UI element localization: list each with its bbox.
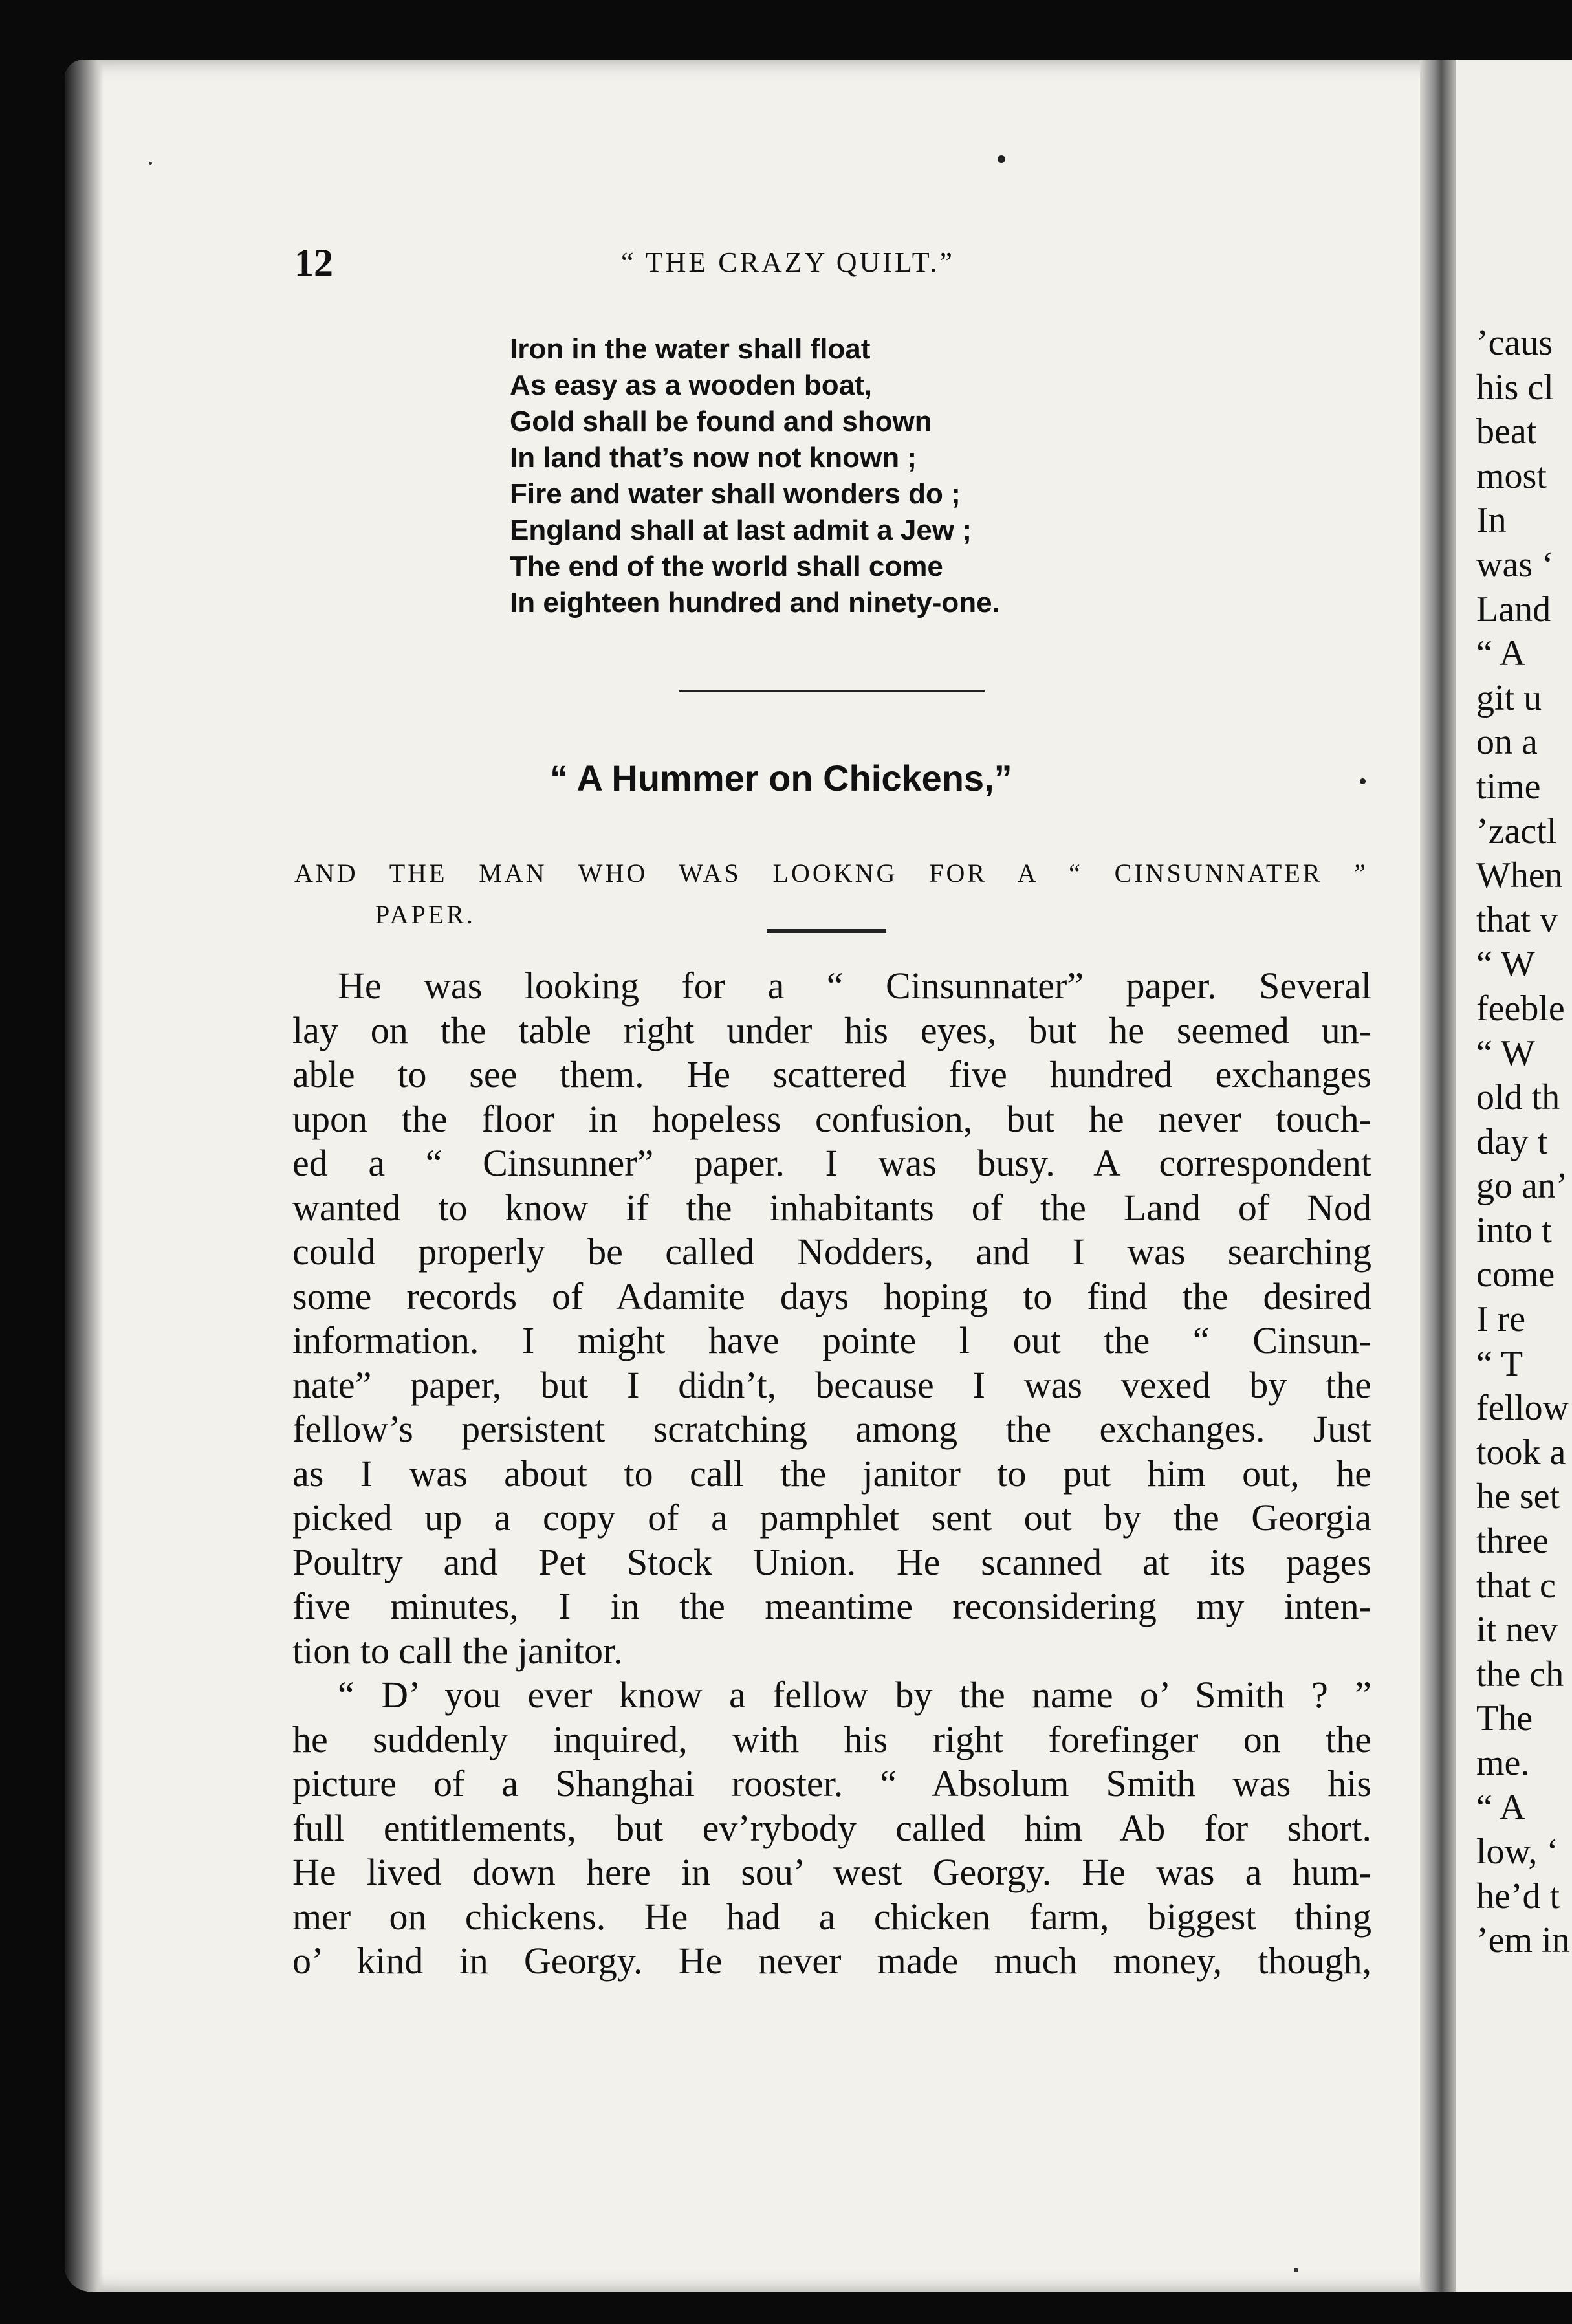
right-page-line: into t [1476, 1210, 1552, 1251]
book-gutter [1420, 60, 1456, 2292]
right-page-line: git u [1476, 677, 1542, 718]
section-divider [679, 690, 985, 692]
right-page-line: “ A [1476, 633, 1526, 674]
right-page-line: feeble [1476, 988, 1565, 1029]
body-line: Poultry and Pet Stock Union. He scanned at its pages [292, 1540, 1371, 1583]
poem-line: England shall at last admit a Jew ; [510, 514, 972, 546]
running-head: “ THE CRAZY QUILT.” [621, 247, 955, 278]
right-page-line: “ A [1476, 1787, 1526, 1828]
right-page-line: come [1476, 1255, 1555, 1295]
body-line: nate” paper, but I didn’t, because I was vexed by the [292, 1363, 1371, 1406]
body-line: lay on the table right under his eyes, but he seemed un- [292, 1009, 1371, 1051]
subtitle-line: AND THE MAN WHO WAS LOOKNG FOR A “ CINSUNNATER ” [294, 859, 1368, 888]
subtitle-line: PAPER. [375, 900, 475, 929]
right-page-line: Land [1476, 589, 1551, 630]
right-page-line: most [1476, 455, 1547, 496]
page-edge-shadow [65, 60, 104, 2292]
right-page-line: the ch [1476, 1654, 1564, 1694]
body-line: could properly be called Nodders, and I was searching [292, 1231, 1371, 1273]
right-page-line: beat [1476, 411, 1537, 452]
right-page-line: “ W [1476, 944, 1535, 985]
body-line: as I was about to call the janitor to put him out, he [292, 1452, 1371, 1495]
body-line: mer on chickens. He had a chicken farm, biggest thing [292, 1895, 1371, 1938]
right-page-line: In [1476, 500, 1507, 541]
right-page-line: old th [1476, 1077, 1560, 1118]
body-line: picture of a Shanghai rooster. “ Absolum Smith was his [292, 1762, 1371, 1804]
poem-line: The end of the world shall come [510, 551, 943, 582]
body-line: he suddenly inquired, with his right forefinger on the [292, 1718, 1371, 1760]
poem-line: Fire and water shall wonders do ; [510, 478, 961, 510]
right-page-line: ’caus [1476, 323, 1553, 363]
ink-speck [149, 162, 152, 165]
poem-line: Iron in the water shall float [510, 333, 871, 365]
body-line: tion to call the janitor. [292, 1629, 623, 1672]
ink-speck [1360, 778, 1366, 784]
right-page-line: The [1476, 1698, 1533, 1739]
body-line: He lived down here in sou’ west Georgy. He was a hum- [292, 1851, 1371, 1893]
body-line: He was looking for a “ Cinsunnater” paper. Several [338, 965, 1371, 1007]
poem-line: In eighteen hundred and ninety-one. [510, 587, 1000, 619]
page-number: 12 [294, 241, 333, 284]
body-line: o’ kind in Georgy. He never made much money, though, [292, 1940, 1371, 1982]
poem [510, 331, 1000, 621]
right-page-line: took a [1476, 1432, 1566, 1473]
right-page-line: time [1476, 766, 1541, 807]
body-line: “ D’ you ever know a fellow by the name o’ Smith ? ” [338, 1674, 1371, 1716]
body-line: ed a “ Cinsunner” paper. I was busy. A correspondent [292, 1142, 1371, 1184]
right-page-line: go an’ [1476, 1166, 1568, 1207]
poem-line: As easy as a wooden boat, [510, 369, 872, 401]
body-line: wanted to know if the inhabitants of the Land of Nod [292, 1186, 1371, 1229]
right-page-line: it nev [1476, 1610, 1558, 1650]
right-page-line: on a [1476, 722, 1538, 763]
body-line: full entitlements, but ev’rybody called him Ab for short. [292, 1806, 1371, 1849]
right-page-line: he’d t [1476, 1876, 1560, 1916]
body-line: upon the floor in hopeless confusion, but he never touch- [292, 1097, 1371, 1140]
right-page-line: that c [1476, 1565, 1556, 1606]
right-page-line: his cl [1476, 367, 1554, 408]
section-title: “ A Hummer on Chickens,” [550, 758, 1012, 798]
subtitle-rule [767, 929, 886, 933]
right-page-line: ’em in [1476, 1920, 1570, 1961]
section-subtitle [294, 853, 1368, 936]
right-page-line: that v [1476, 899, 1558, 940]
poem-line: Gold shall be found and shown [510, 406, 932, 437]
body-line: fellow’s persistent scratching among the exchanges. Just [292, 1408, 1371, 1450]
body-line: some records of Adamite days hoping to find the desired [292, 1275, 1371, 1317]
ink-speck [998, 155, 1005, 163]
right-page-line: low, ‘ [1476, 1832, 1559, 1872]
right-page-line: three [1476, 1521, 1549, 1562]
body-text [292, 964, 1371, 1984]
right-page-line: he set [1476, 1476, 1560, 1517]
right-page-line: “ W [1476, 1033, 1535, 1073]
right-page-line: When [1476, 855, 1563, 896]
right-page-line: ’zactl [1476, 811, 1557, 851]
ink-speck [1294, 2268, 1298, 2272]
right-page-line: I re [1476, 1299, 1526, 1340]
body-line: picked up a copy of a pamphlet sent out by the Georgia [292, 1496, 1371, 1539]
right-page-line: “ T [1476, 1343, 1523, 1384]
body-line: information. I might have pointe l out the “ Cinsun- [292, 1319, 1371, 1361]
body-line: five minutes, I in the meantime reconsidering my inten- [292, 1585, 1371, 1627]
right-page-line: me. [1476, 1743, 1530, 1783]
right-page-line: was ‘ [1476, 544, 1554, 585]
right-page-text [1476, 321, 1570, 1963]
poem-line: In land that’s now not known ; [510, 442, 917, 474]
body-line: able to see them. He scattered five hundred exchanges [292, 1053, 1371, 1095]
right-page-line: day t [1476, 1121, 1548, 1162]
right-page-line: fellow [1476, 1388, 1569, 1429]
